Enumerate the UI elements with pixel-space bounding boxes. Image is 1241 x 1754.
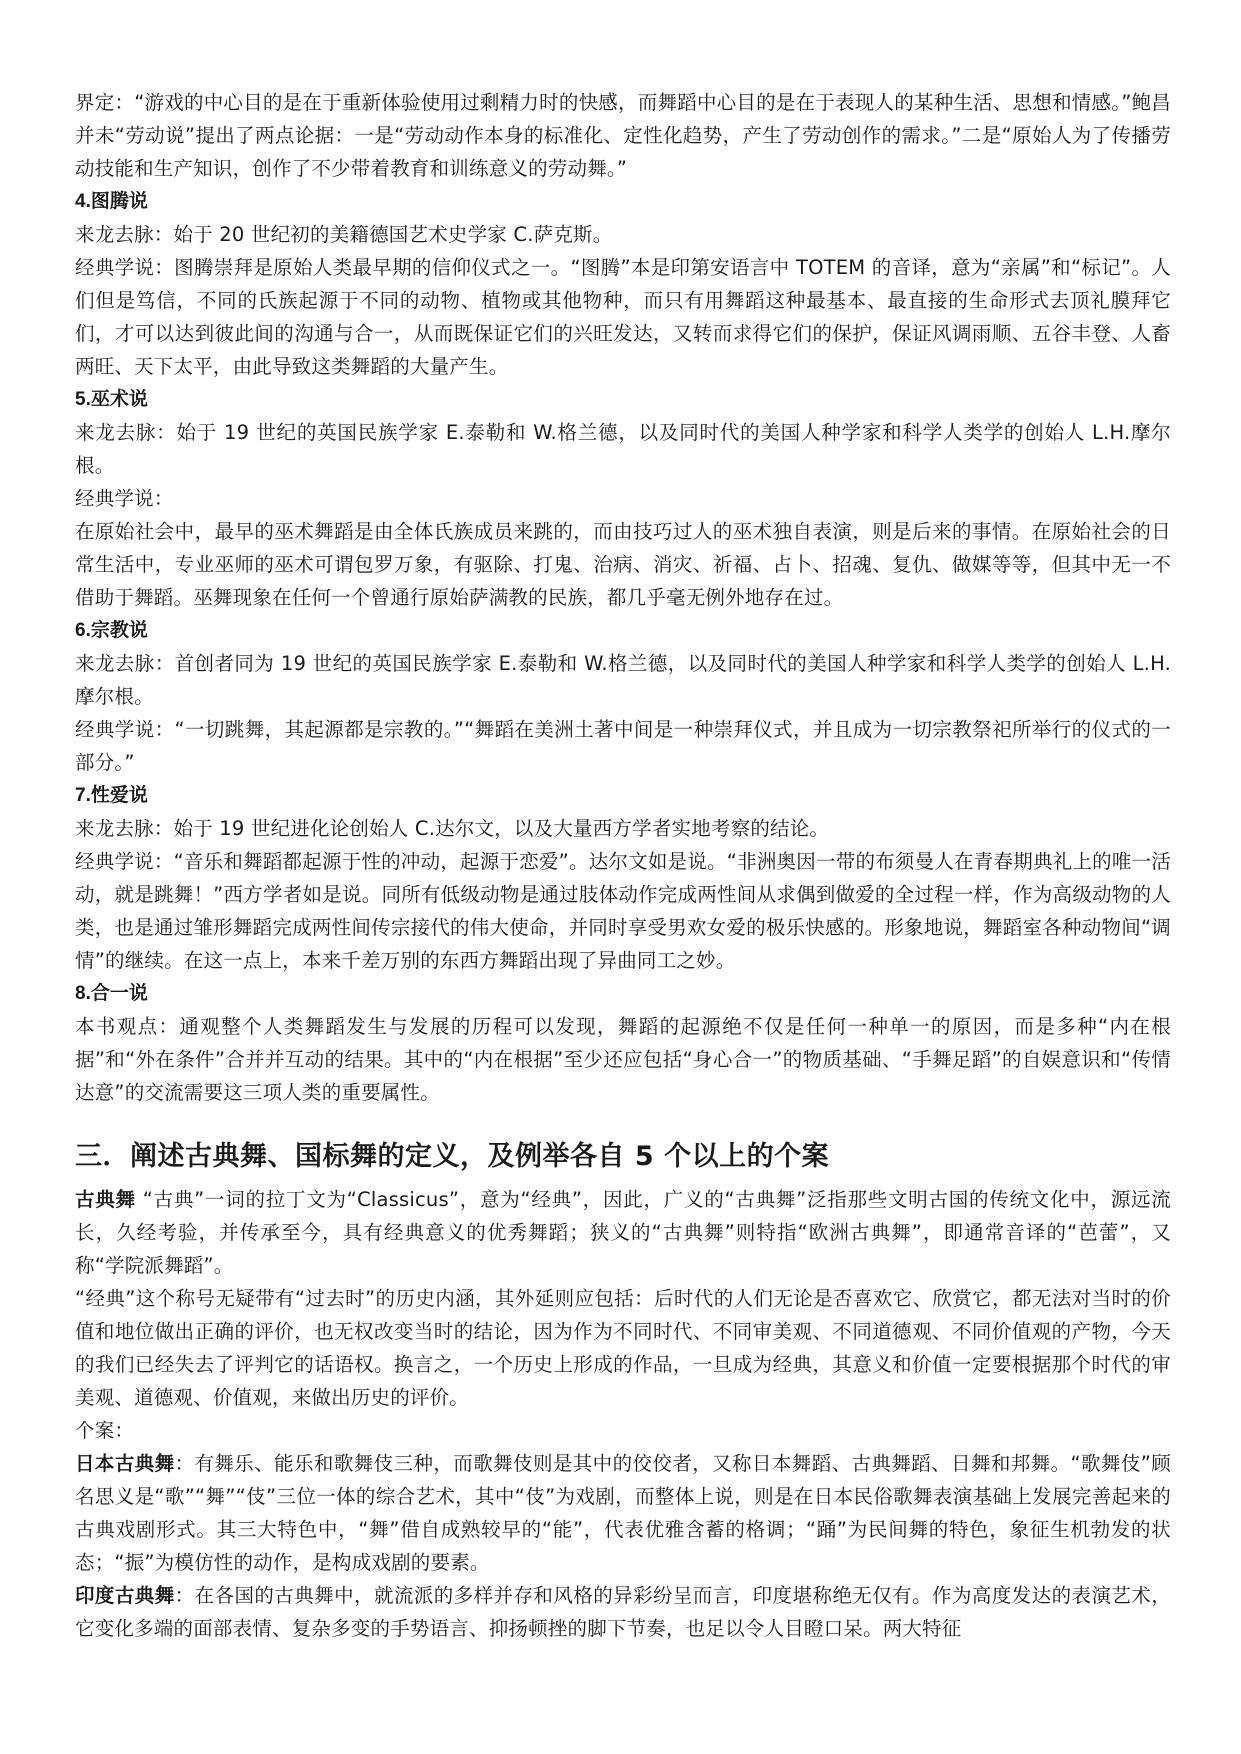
japan-case: 日本古典舞：有舞乐、能乐和歌舞伎三种，而歌舞伎则是其中的佼佼者，又称日本舞蹈、古典舞蹈、日舞和邦舞。“歌舞伎”顾名思义是“歌”“舞”“伎”三位一体的综合艺术，其中“伎”为戏剧，而整体上说，则是在日本民俗歌舞表演基础上发展完善起来的古典戏剧形式。其三大特色中，“舞”借自成熟较早的“能”，代表优雅含蓄的格调；“踊”为民间舞的特色，象征生机勃发的状态；“振”为模仿性的动作，是构成戏剧的要素。 xyxy=(75,1452,1171,1574)
india-case: 印度古典舞：在各国的古典舞中，就流派的多样并存和风格的异彩纷呈而言，印度堪称绝无仅有。作为高度发达的表演艺术，它变化多端的面部表情、复杂多变的手势语言、抑扬顿挫的脚下节奏，也足以令人目瞪口呆。两大特征 xyxy=(75,1584,1171,1640)
section-three-heading: 三．阐述古典舞、国标舞的定义，及例举各自 5 个以上的个案 xyxy=(75,1141,830,1172)
classic-meaning: “经典”这个称号无疑带有“过去时”的历史内涵，其外延则应包括：后时代的人们无论是否喜欢它、欣赏它，都无法对当时的价值和地位做出正确的评价，也无权改变当时的结论，因为作为不同时代、不同审美观、不同道德观、不同价值观的产物，今天的我们已经失去了评判它的话语权。换言之，一个历史上形成的作品，一旦成为经典，其意义和价值一定要根据那个时代的审美观、道德观、价值观，来做出历史的评价。 xyxy=(75,1287,1171,1409)
heading-religion: 6.宗教说 xyxy=(75,620,148,641)
sexuality-origin: 来龙去脉：始于 19 世纪进化论创始人 C.达尔文，以及大量西方学者实地考察的结论。 xyxy=(75,817,830,840)
classical-term: 古典舞 xyxy=(75,1188,136,1211)
classical-definition: 古典舞 “古典”一词的拉丁文为“Classicus”，意为“经典”，因此，广义的“古典舞”泛指那些文明古国的传统文化中，源远流长，久经考验，并传承至今，具有经典意义的优秀舞蹈；狭义的“古典舞”则特指“欧洲古典舞”，即通常音译的“芭蕾”，又称“学院派舞蹈”。 xyxy=(75,1188,1172,1277)
paragraph-play-theory: 界定：“游戏的中心目的是在于重新体验使用过剩精力时的快感，而舞蹈中心目的是在于表现人的某种生活、思想和情感。”鲍昌并未“劳动说”提出了两点论据：一是“劳动动作本身的标准化、定性化趋势，产生了劳动创作的需求。”二是“原始人为了传播劳动技能和生产知识，创作了不少带着教育和训练意义的劳动舞。” xyxy=(75,91,1171,180)
heading-totem: 4.图腾说 xyxy=(75,191,148,212)
witchcraft-origin: 来龙去脉：始于 19 世纪的英国民族学家 E.泰勒和 W.格兰德，以及同时代的美国人种学家和科学人类学的创始人 L.H.摩尔根。 xyxy=(75,421,1171,477)
japan-term: 日本古典舞 xyxy=(75,1452,175,1475)
heading-witchcraft: 5.巫术说 xyxy=(75,389,148,410)
india-term: 印度古典舞 xyxy=(75,1584,175,1607)
witchcraft-theory: 在原始社会中，最早的巫术舞蹈是由全体氏族成员来跳的，而由技巧过人的巫术独自表演，则是后来的事情。在原始社会的日常生活中，专业巫师的巫术可谓包罗万象，有驱除、打鬼、治病、消灾、祈福、占卜、招魂、复仇、做媒等等，但其中无一不借助于舞蹈。巫舞现象在任何一个曾通行原始萨满教的民族，都几乎毫无例外地存在过。 xyxy=(75,520,1171,609)
sexuality-theory: 经典学说：“音乐和舞蹈都起源于性的冲动，起源于恋爱”。达尔文如是说。“非洲奥因一带的布须曼人在青春期典礼上的唯一活动，就是跳舞！”西方学者如是说。同所有低级动物是通过肢体动作完成两性间从求偶到做爱的全过程一样，作为高级动物的人类，也是通过雏形舞蹈完成两性间传宗接代的伟大使命，并同时享受男欢女爱的极乐快感的。形象地说，舞蹈室各种动物间“调情”的继续。在这一点上，本来千差万别的东西方舞蹈出现了异曲同工之妙。 xyxy=(75,850,1171,972)
document-page xyxy=(75,0,1171,1754)
cases-label: 个案： xyxy=(75,1419,135,1442)
heading-sexuality: 7.性爱说 xyxy=(75,785,148,806)
heading-unity: 8.合一说 xyxy=(75,983,148,1004)
unity-view: 本书观点：通观整个人类舞蹈发生与发展的历程可以发现，舞蹈的起源绝不仅是任何一种单一的原因，而是多种“内在根据”和“外在条件”合并并互动的结果。其中的“内在根据”至少还应包括“身心合一”的物质基础、“手舞足蹈”的自娱意识和“传情达意”的交流需要这三项人类的重要属性。 xyxy=(75,1015,1171,1104)
witchcraft-label: 经典学说： xyxy=(75,487,174,510)
religion-origin: 来龙去脉：首创者同为 19 世纪的英国民族学家 E.泰勒和 W.格兰德，以及同时代的美国人种学家和科学人类学的创始人 L.H.摩尔根。 xyxy=(75,652,1171,708)
religion-theory: 经典学说：“一切跳舞，其起源都是宗教的。”“舞蹈在美洲土著中间是一种崇拜仪式，并且成为一切宗教祭祀所举行的仪式的一部分。” xyxy=(75,718,1171,774)
totem-origin: 来龙去脉：始于 20 世纪初的美籍德国艺术史学家 C.萨克斯。 xyxy=(75,223,613,246)
totem-theory: 经典学说：图腾崇拜是原始人类最早期的信仰仪式之一。“图腾”本是印第安语言中 TOTEM 的音译，意为“亲属”和“标记”。人们但是笃信，不同的氏族起源于不同的动物、植物或其他物种，而只有用舞蹈这种最基本、最直接的生命形式去顶礼膜拜它们，才可以达到彼此间的沟通与合一，从而既保证它们的兴旺发达，又转而求得它们的保护，保证风调雨顺、五谷丰登、人畜两旺、天下太平，由此导致这类舞蹈的大量产生。 xyxy=(75,256,1171,378)
